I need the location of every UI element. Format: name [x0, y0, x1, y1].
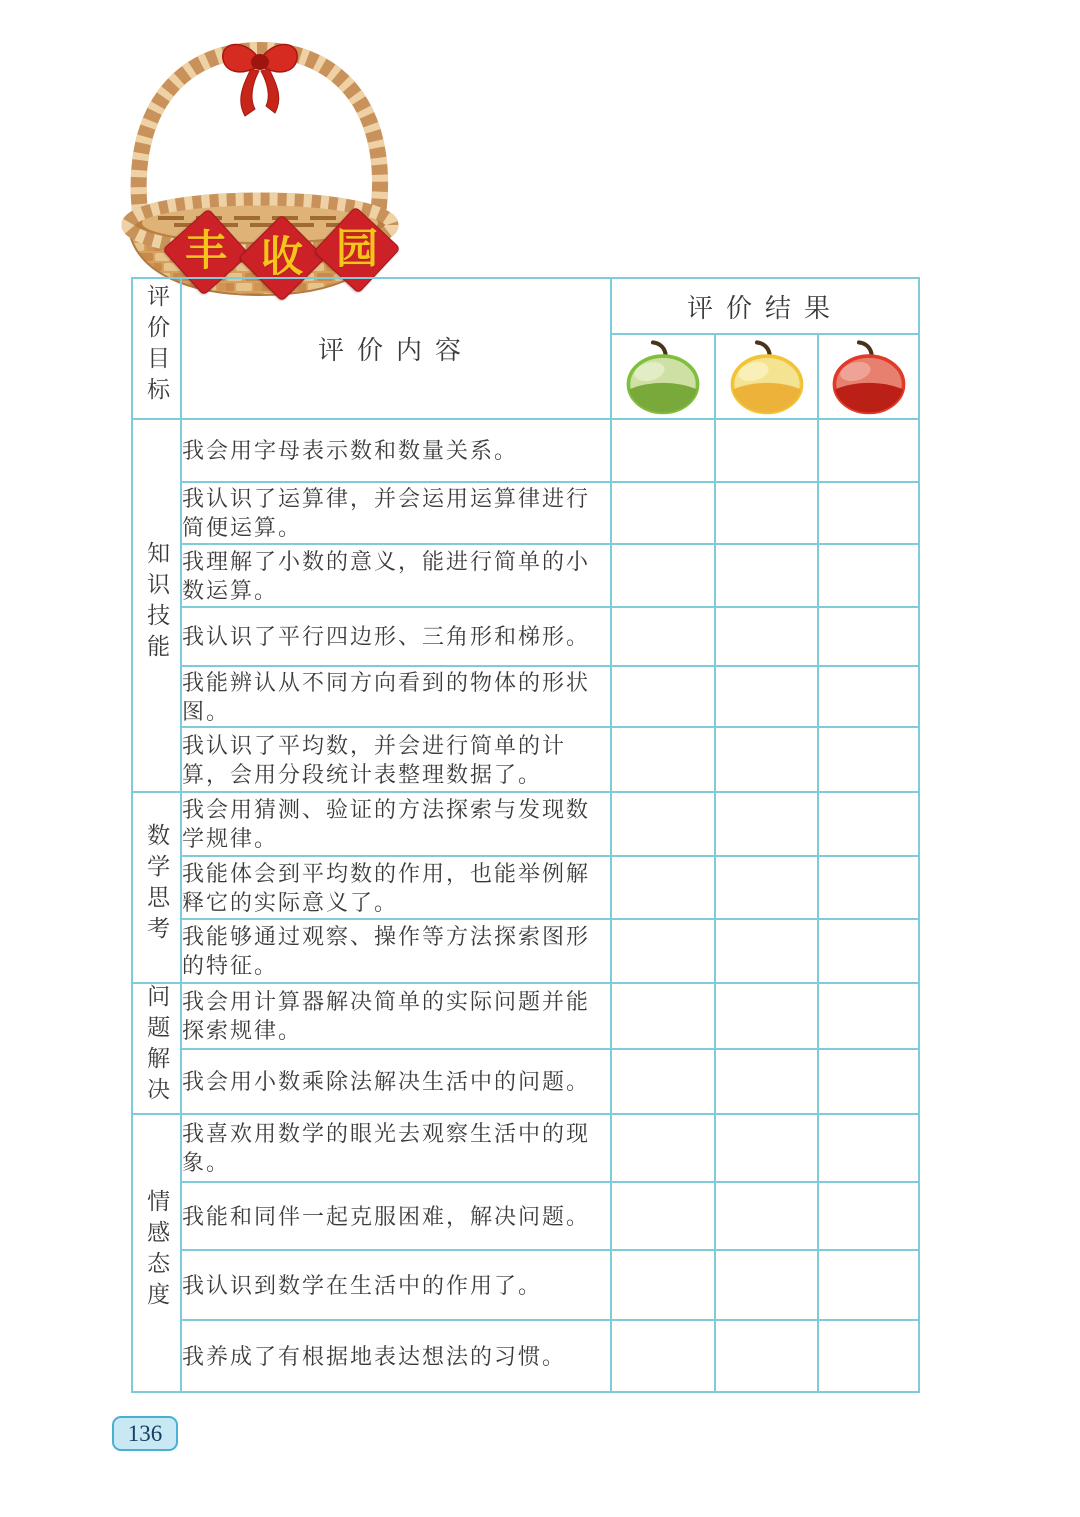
result-cell-red [818, 1049, 919, 1115]
result-cell-yellow [715, 1114, 818, 1182]
table-row [132, 544, 919, 607]
eval-content-cell: 我能和同伴一起克服困难，解决问题。 [181, 1182, 611, 1250]
result-cell-yellow [715, 919, 818, 983]
goal-cell-math-thinking [132, 792, 181, 983]
eval-content-cell: 我理解了小数的意义，能进行简单的小数运算。 [181, 544, 611, 607]
result-cell-yellow [715, 1250, 818, 1320]
result-cell-green [611, 1114, 715, 1182]
page-number: 136 [127, 1420, 163, 1446]
result-cell-green [611, 666, 715, 727]
result-cell-yellow [715, 666, 818, 727]
eval-content-cell: 我认识了平行四边形、三角形和梯形。 [181, 607, 611, 666]
eval-content-cell: 我认识到数学在生活中的作用了。 [181, 1250, 611, 1320]
result-cell-red [818, 856, 919, 919]
banner-char-3: 园 [335, 226, 379, 273]
result-cell-red [818, 1320, 919, 1392]
yellow-apple-icon [727, 337, 807, 417]
result-cell-yellow [715, 1049, 818, 1115]
result-cell-yellow [715, 482, 818, 544]
result-cell-red [818, 1250, 919, 1320]
result-cell-green [611, 856, 715, 919]
result-cell-green [611, 1320, 715, 1392]
table-row [132, 1250, 919, 1320]
banner-char-1: 丰 [184, 228, 228, 275]
table-row [132, 607, 919, 666]
result-cell-yellow [715, 792, 818, 856]
goal-label: 知识技能 [144, 541, 170, 665]
eval-content-cell: 我会用计算器解决简单的实际问题并能探索规律。 [181, 983, 611, 1049]
result-cell-green [611, 727, 715, 792]
eval-content-cell: 我会用猜测、验证的方法探索与发现数学规律。 [181, 792, 611, 856]
red-apple-cell [818, 334, 919, 419]
table-row [132, 727, 919, 792]
green-apple-icon [623, 337, 703, 417]
table-row [132, 856, 919, 919]
eval-content-cell: 我能辨认从不同方向看到的物体的形状图。 [181, 666, 611, 727]
goal-label: 情感态度 [144, 1188, 170, 1313]
result-cell-green [611, 1250, 715, 1320]
eval-content-cell: 我认识了平均数，并会进行简单的计算，会用分段统计表整理数据了。 [181, 727, 611, 792]
yellow-apple-cell [715, 334, 818, 419]
table-row [132, 1049, 919, 1115]
result-header-cell [611, 278, 919, 334]
result-cell-red [818, 607, 919, 666]
content-header-cell [181, 278, 611, 419]
table-row [132, 792, 919, 856]
result-header-label: 评价结果 [686, 293, 843, 323]
result-cell-yellow [715, 419, 818, 482]
goal-cell-problem-solving [132, 983, 181, 1114]
table-row [132, 482, 919, 544]
result-cell-yellow [715, 607, 818, 666]
result-cell-green [611, 1182, 715, 1250]
result-cell-green [611, 607, 715, 666]
result-cell-yellow [715, 856, 818, 919]
content-header-label: 评价内容 [317, 336, 474, 365]
eval-content-cell: 我喜欢用数学的眼光去观察生活中的现象。 [181, 1114, 611, 1182]
result-cell-yellow [715, 1320, 818, 1392]
result-cell-green [611, 482, 715, 544]
result-cell-red [818, 1114, 919, 1182]
table-row [132, 666, 919, 727]
result-cell-green [611, 983, 715, 1049]
result-cell-red [818, 544, 919, 607]
result-cell-green [611, 919, 715, 983]
eval-content-cell: 我认识了运算律，并会运用运算律进行简便运算。 [181, 482, 611, 544]
result-cell-red [818, 666, 919, 727]
eval-content-cell: 我养成了有根据地表达想法的习惯。 [181, 1320, 611, 1392]
goal-header-cell [132, 278, 181, 419]
evaluation-table [131, 277, 920, 1393]
result-cell-green [611, 419, 715, 482]
eval-content-cell: 我会用小数乘除法解决生活中的问题。 [181, 1049, 611, 1115]
eval-content-cell: 我会用字母表示数和数量关系。 [181, 419, 611, 482]
page-number-badge [112, 1416, 178, 1451]
result-cell-yellow [715, 1182, 818, 1250]
result-cell-yellow [715, 983, 818, 1049]
eval-content-cell: 我能够通过观察、操作等方法探索图形的特征。 [181, 919, 611, 983]
goal-header-label: 评价目标 [144, 284, 170, 408]
table-row [132, 1320, 919, 1392]
eval-content-cell: 我能体会到平均数的作用，也能举例解释它的实际意义了。 [181, 856, 611, 919]
result-cell-red [818, 482, 919, 544]
result-cell-green [611, 544, 715, 607]
result-cell-green [611, 792, 715, 856]
red-apple-icon [829, 337, 909, 417]
table-row [132, 1182, 919, 1250]
goal-label: 数学思考 [144, 823, 170, 947]
table-row [132, 919, 919, 983]
result-cell-red [818, 727, 919, 792]
result-cell-red [818, 983, 919, 1049]
table-row [132, 983, 919, 1049]
green-apple-cell [611, 334, 715, 419]
result-cell-red [818, 792, 919, 856]
goal-cell-emotional-attitude [132, 1114, 181, 1392]
bow-icon [223, 44, 297, 116]
table-row [132, 1114, 919, 1182]
result-cell-yellow [715, 544, 818, 607]
banner-char-2: 收 [260, 234, 304, 281]
result-cell-red [818, 919, 919, 983]
header-row-1 [132, 278, 919, 334]
table-row [132, 419, 919, 482]
goal-cell-knowledge-skills [132, 419, 181, 792]
result-cell-green [611, 1049, 715, 1115]
result-cell-yellow [715, 727, 818, 792]
result-cell-red [818, 1182, 919, 1250]
result-cell-red [818, 419, 919, 482]
goal-label: 问题解决 [144, 984, 170, 1108]
